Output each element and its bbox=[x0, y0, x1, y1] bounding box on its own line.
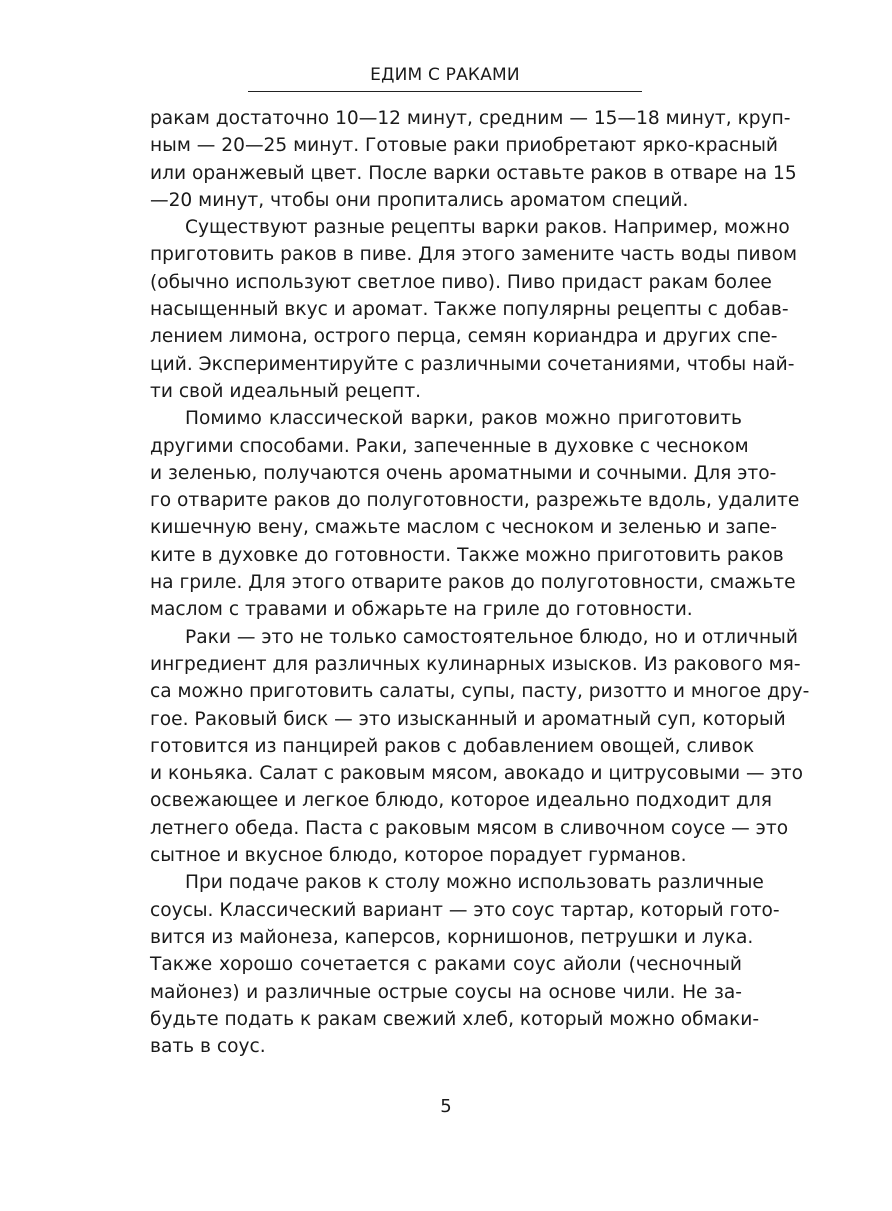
paragraph-5 bbox=[150, 869, 780, 1060]
page-number: 5 bbox=[440, 1096, 452, 1117]
text-body bbox=[150, 105, 810, 1060]
text-line: вится из майонеза, каперсов, корнишонов, петрушки и лука. bbox=[150, 926, 754, 948]
text-line: сытное и вкусное блюдо, которое порадует гурманов. bbox=[150, 845, 687, 867]
text-line: Также хорошо сочетается с раками соус айоли (чесночный bbox=[150, 954, 742, 976]
text-line: Помимо классической варки, раков можно приготовить bbox=[185, 408, 742, 430]
text-line: маслом с травами и обжарьте на гриле до готовности. bbox=[150, 599, 693, 621]
text-line: майонез) и различные острые соусы на основе чили. Не за- bbox=[150, 981, 742, 1003]
text-line: ным — 20—25 минут. Готовые раки приобретают ярко-красный bbox=[150, 135, 778, 157]
text-line: ките в духовке до готовности. Также можно приготовить раков bbox=[150, 544, 784, 566]
paragraph-2 bbox=[150, 214, 797, 405]
text-line: ингредиент для различных кулинарных изысков. Из ракового мя- bbox=[150, 653, 801, 675]
paragraph-3 bbox=[150, 405, 800, 623]
text-line: го отварите раков до полуготовности, разрежьте вдоль, удалите bbox=[150, 490, 800, 512]
text-line: ций. Экспериментируйте с различными сочетаниями, чтобы най- bbox=[150, 353, 795, 375]
text-line: гое. Раковый биск — это изысканный и ароматный суп, который bbox=[150, 708, 786, 730]
text-line: и коньяка. Салат с раковым мясом, авокадо и цитрусовыми — это bbox=[150, 763, 803, 785]
text-line: летнего обеда. Паста с раковым мясом в сливочном соусе — это bbox=[150, 817, 789, 839]
text-line: будьте подать к ракам свежий хлеб, который можно обмаки- bbox=[150, 1008, 760, 1030]
text-line: кишечную вену, смажьте маслом с чесноком и зеленью и запе- bbox=[150, 517, 777, 539]
text-line: и зеленью, получаются очень ароматными и сочными. Для это- bbox=[150, 462, 777, 484]
text-line: или оранжевый цвет. После варки оставьте раков в отваре на 15 bbox=[150, 162, 797, 184]
text-line: —20 минут, чтобы они пропитались ароматом специй. bbox=[150, 189, 689, 211]
text-line: другими способами. Раки, запеченные в духовке с чесноком bbox=[150, 435, 749, 457]
text-line: освежающее и легкое блюдо, которое идеально подходит для bbox=[150, 790, 772, 812]
text-line: готовится из панцирей раков с добавлением овощей, сливок bbox=[150, 735, 755, 757]
text-line: са можно приготовить салаты, супы, пасту, ризотто и многое дру- bbox=[150, 681, 810, 703]
text-line: насыщенный вкус и аромат. Также популярны рецепты с добав- bbox=[150, 299, 789, 321]
running-title: ЕДИМ С РАКАМИ bbox=[370, 65, 520, 85]
text-line: (обычно используют светлое пиво). Пиво придаст ракам более bbox=[150, 271, 772, 293]
paragraph-1 bbox=[150, 105, 797, 214]
text-line: приготовить раков в пиве. Для этого замените часть воды пивом bbox=[150, 244, 797, 266]
text-line: ти свой идеальный рецепт. bbox=[150, 380, 422, 402]
text-line: Раки — это не только самостоятельное блюдо, но и отличный bbox=[185, 626, 798, 648]
paragraph-4 bbox=[150, 624, 810, 870]
text-line: Существуют разные рецепты варки раков. Например, можно bbox=[185, 217, 790, 239]
text-line: вать в соус. bbox=[150, 1036, 266, 1058]
text-line: ракам достаточно 10—12 минут, средним — 15—18 минут, круп- bbox=[150, 108, 791, 129]
text-line: на гриле. Для этого отварите раков до полуготовности, смажьте bbox=[150, 572, 796, 594]
text-line: При подаче раков к столу можно использовать различные bbox=[185, 872, 764, 894]
header-rule bbox=[248, 91, 642, 92]
text-line: соусы. Классический вариант — это соус тартар, который гото- bbox=[150, 899, 780, 921]
text-line: лением лимона, острого перца, семян кориандра и других спе- bbox=[150, 326, 778, 348]
